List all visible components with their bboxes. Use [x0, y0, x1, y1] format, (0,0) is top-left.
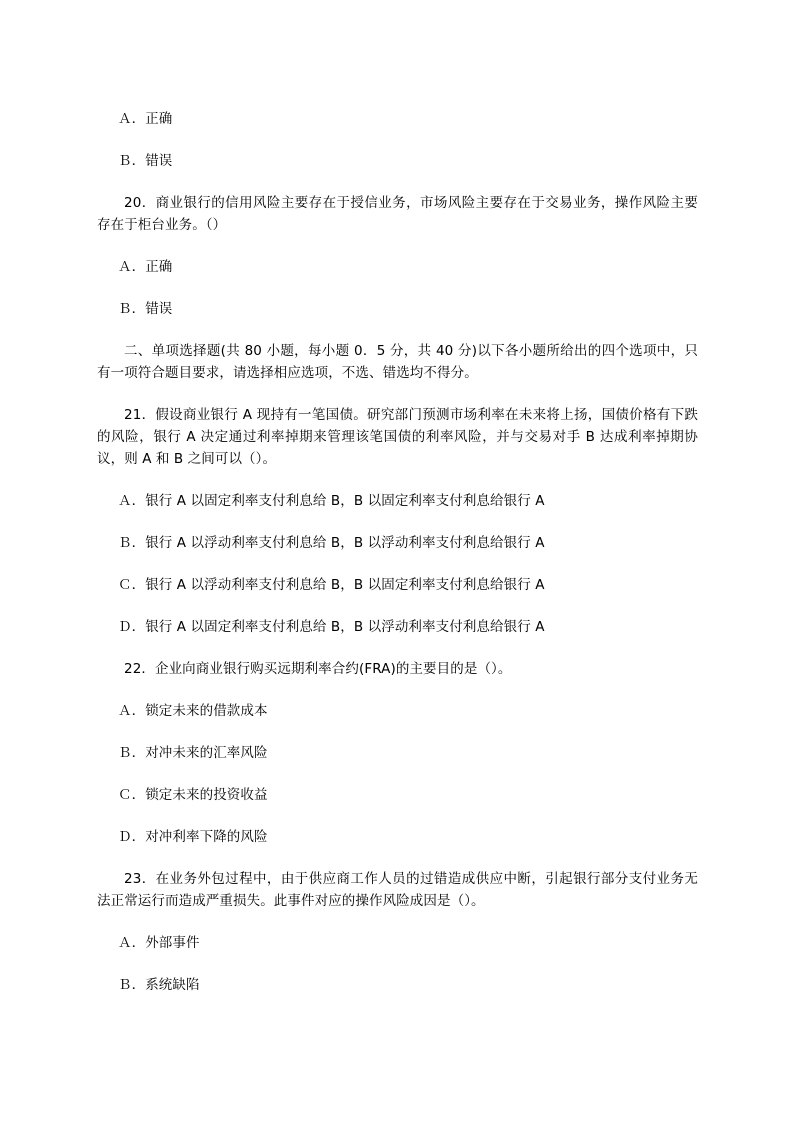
option-q19-b: Ｂ．错误	[118, 153, 173, 169]
option-q21-b: Ｂ．银行 A 以浮动利率支付利息给 B，B 以浮动利率支付利息给银行 A	[118, 535, 545, 551]
option-q22-d: Ｄ．对冲利率下降的风险	[118, 829, 268, 845]
option-q20-b: Ｂ．错误	[118, 301, 173, 317]
section-heading-two: 二、单项选择题(共 80 小题，每小题 0．5 分，共 40 分)以下各小题所给出的四个选项中，只有一项符合题目要求，请选择相应选项，不选、错选均不得分。	[97, 343, 698, 381]
option-q22-a: Ａ．锁定未来的借款成本	[118, 703, 268, 719]
option-q19-a: Ａ．正确	[118, 111, 173, 127]
question-20-stem: 20．商业银行的信用风险主要存在于授信业务，市场风险主要存在于交易业务，操作风险主要存在于柜台业务。（）	[97, 195, 698, 233]
option-q22-c: Ｃ．锁定未来的投资收益	[118, 787, 268, 803]
question-22-stem: 22．企业向商业银行购买远期利率合约(FRA)的主要目的是（）。	[124, 661, 512, 677]
option-q23-a: Ａ．外部事件	[118, 935, 200, 951]
question-23-stem: 23．在业务外包过程中，由于供应商工作人员的过错造成供应中断，引起银行部分支付业务无法正常运行而造成严重损失。此事件对应的操作风险成因是（）。	[97, 871, 698, 909]
option-q21-d: Ｄ．银行 A 以固定利率支付利息给 B，B 以浮动利率支付利息给银行 A	[118, 619, 545, 635]
option-q23-b: Ｂ．系统缺陷	[118, 977, 200, 993]
question-21-stem: 21．假设商业银行 A 现持有一笔国债。研究部门预测市场利率在未来将上扬，国债价格有下跌的风险，银行 A 决定通过利率掉期来管理该笔国债的利率风险，并与交易对手 B 达成利率掉期协议，则 A 和 B 之间可以（）。	[97, 407, 698, 467]
option-q21-a: Ａ．银行 A 以固定利率支付利息给 B，B 以固定利率支付利息给银行 A	[118, 493, 545, 509]
option-q20-a: Ａ．正确	[118, 259, 173, 275]
option-q22-b: Ｂ．对冲未来的汇率风险	[118, 745, 268, 761]
option-q21-c: Ｃ．银行 A 以浮动利率支付利息给 B，B 以固定利率支付利息给银行 A	[118, 577, 545, 593]
document-body	[97, 108, 698, 996]
